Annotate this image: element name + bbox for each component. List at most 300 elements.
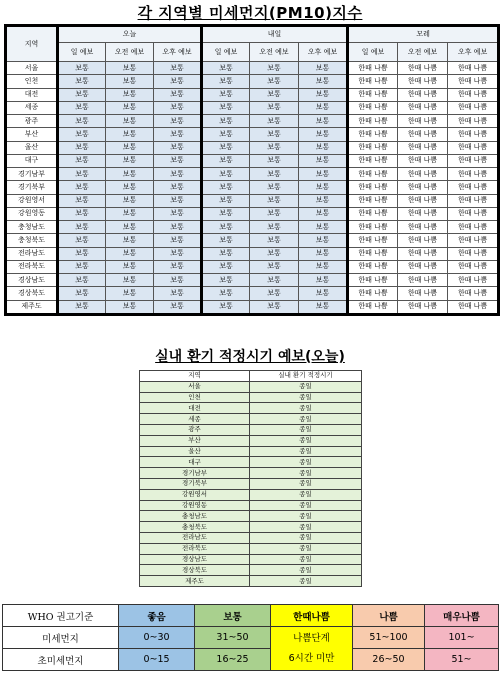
pm-forecast-cell: 보통 bbox=[202, 62, 250, 75]
pm-forecast-cell: 한때 나쁨 bbox=[398, 300, 448, 314]
pm-forecast-cell: 한때 나쁨 bbox=[348, 287, 398, 300]
pm-forecast-cell: 보통 bbox=[202, 247, 250, 260]
day-group-after-tomorrow: 모레 bbox=[348, 26, 499, 43]
occasional-bad-note bbox=[271, 627, 353, 671]
pm-region-cell: 경상북도 bbox=[6, 287, 58, 300]
pm-forecast-cell: 보통 bbox=[250, 141, 299, 154]
pm-forecast-cell: 한때 나쁨 bbox=[398, 247, 448, 260]
vent-region-cell: 충청남도 bbox=[140, 511, 250, 522]
pm-forecast-cell: 보통 bbox=[154, 141, 202, 154]
pm-forecast-cell: 한때 나쁨 bbox=[348, 234, 398, 247]
vent-region-cell: 인천 bbox=[140, 392, 250, 403]
pm-forecast-cell: 보통 bbox=[154, 260, 202, 273]
vent-value-cell: 종일 bbox=[250, 511, 362, 522]
pm10-bad-range: 51~100 bbox=[353, 627, 425, 649]
occasional-bad-line2: 6시간 미만 bbox=[288, 652, 335, 664]
pm-row bbox=[6, 168, 499, 181]
pm-forecast-cell: 보통 bbox=[202, 260, 250, 273]
pm-forecast-cell: 보통 bbox=[202, 88, 250, 101]
pm-forecast-cell: 보통 bbox=[299, 141, 348, 154]
vent-region-cell: 경상북도 bbox=[140, 565, 250, 576]
vent-region-cell: 부산 bbox=[140, 435, 250, 446]
vent-region-cell: 충청북도 bbox=[140, 522, 250, 533]
vent-row bbox=[140, 403, 362, 414]
pm-region-cell: 세종 bbox=[6, 101, 58, 114]
pm-forecast-cell: 한때 나쁨 bbox=[448, 221, 499, 234]
pm-forecast-cell: 보통 bbox=[106, 300, 154, 314]
pm-forecast-cell: 한때 나쁨 bbox=[448, 194, 499, 207]
vent-row bbox=[140, 468, 362, 479]
pm25-good-range: 0~15 bbox=[119, 649, 195, 671]
pm-row bbox=[6, 221, 499, 234]
pm-forecast-cell: 보통 bbox=[154, 194, 202, 207]
pm-forecast-cell: 보통 bbox=[299, 274, 348, 287]
pm-forecast-cell: 한때 나쁨 bbox=[448, 234, 499, 247]
pm-row bbox=[6, 88, 499, 101]
vent-region-cell: 경상남도 bbox=[140, 554, 250, 565]
pm-region-cell: 충청남도 bbox=[6, 221, 58, 234]
vent-row bbox=[140, 489, 362, 500]
pm-region-cell: 인천 bbox=[6, 75, 58, 88]
vent-row bbox=[140, 576, 362, 587]
who-header-row bbox=[3, 605, 499, 627]
pm-forecast-cell: 한때 나쁨 bbox=[448, 274, 499, 287]
pm-forecast-cell: 한때 나쁨 bbox=[348, 260, 398, 273]
pm-forecast-cell: 보통 bbox=[202, 287, 250, 300]
pm-forecast-cell: 한때 나쁨 bbox=[348, 247, 398, 260]
pm-forecast-cell: 보통 bbox=[154, 181, 202, 194]
pm-forecast-cell: 한때 나쁨 bbox=[348, 168, 398, 181]
day-group-tomorrow: 내일 bbox=[202, 26, 348, 43]
pm-forecast-cell: 한때 나쁨 bbox=[348, 115, 398, 128]
vent-row bbox=[140, 543, 362, 554]
vent-region-cell: 울산 bbox=[140, 446, 250, 457]
pm-forecast-cell: 보통 bbox=[106, 101, 154, 114]
pm-forecast-cell: 보통 bbox=[250, 115, 299, 128]
pm-forecast-cell: 한때 나쁨 bbox=[348, 62, 398, 75]
pm-forecast-cell: 한때 나쁨 bbox=[448, 287, 499, 300]
day-group-today: 오늘 bbox=[58, 26, 202, 43]
pm-forecast-cell: 보통 bbox=[154, 154, 202, 167]
who-pm25-label: 초미세먼지 bbox=[3, 649, 119, 671]
pm-forecast-cell: 한때 나쁨 bbox=[398, 62, 448, 75]
pm-forecast-cell: 보통 bbox=[58, 75, 106, 88]
pm-forecast-cell: 한때 나쁨 bbox=[448, 88, 499, 101]
vent-value-cell: 종일 bbox=[250, 576, 362, 587]
pm-forecast-cell: 보통 bbox=[58, 274, 106, 287]
vent-row bbox=[140, 532, 362, 543]
vent-value-cell: 종일 bbox=[250, 500, 362, 511]
pm-forecast-cell: 보통 bbox=[202, 141, 250, 154]
vent-row bbox=[140, 381, 362, 392]
pm-forecast-cell: 보통 bbox=[250, 274, 299, 287]
pm-forecast-cell: 보통 bbox=[299, 128, 348, 141]
pm25-normal-range: 16~25 bbox=[195, 649, 271, 671]
pm-row bbox=[6, 101, 499, 114]
pm-forecast-cell: 보통 bbox=[299, 194, 348, 207]
pm-forecast-cell: 보통 bbox=[299, 88, 348, 101]
pm-forecast-cell: 한때 나쁨 bbox=[448, 75, 499, 88]
pm-row bbox=[6, 300, 499, 314]
pm-region-cell: 충청북도 bbox=[6, 234, 58, 247]
sub-header: 오전 예보 bbox=[398, 43, 448, 62]
vent-row bbox=[140, 511, 362, 522]
pm-forecast-cell: 한때 나쁨 bbox=[398, 181, 448, 194]
vent-row bbox=[140, 424, 362, 435]
pm-forecast-cell: 보통 bbox=[154, 128, 202, 141]
pm-forecast-cell: 보통 bbox=[58, 115, 106, 128]
pm-region-cell: 울산 bbox=[6, 141, 58, 154]
sub-header: 일 예보 bbox=[348, 43, 398, 62]
pm-header-days bbox=[6, 26, 499, 43]
pm-forecast-cell: 보통 bbox=[106, 141, 154, 154]
vent-region-cell: 제주도 bbox=[140, 576, 250, 587]
pm-forecast-cell: 한때 나쁨 bbox=[398, 234, 448, 247]
pm-region-cell: 경기남부 bbox=[6, 168, 58, 181]
vent-value-cell: 종일 bbox=[250, 468, 362, 479]
pm-forecast-cell: 보통 bbox=[106, 260, 154, 273]
pm-forecast-cell: 한때 나쁨 bbox=[448, 115, 499, 128]
pm-forecast-cell: 보통 bbox=[250, 62, 299, 75]
pm-forecast-cell: 보통 bbox=[250, 88, 299, 101]
vent-row bbox=[140, 478, 362, 489]
pm-forecast-cell: 한때 나쁨 bbox=[448, 260, 499, 273]
who-pm10-label: 미세먼지 bbox=[3, 627, 119, 649]
pm-forecast-cell: 한때 나쁨 bbox=[348, 300, 398, 314]
pm-forecast-cell: 보통 bbox=[58, 168, 106, 181]
pm-forecast-cell: 보통 bbox=[106, 287, 154, 300]
vent-value-cell: 종일 bbox=[250, 381, 362, 392]
region-header: 지역 bbox=[6, 26, 58, 62]
pm-region-cell: 제주도 bbox=[6, 300, 58, 314]
pm-forecast-cell: 보통 bbox=[106, 128, 154, 141]
pm-region-cell: 광주 bbox=[6, 115, 58, 128]
pm-forecast-cell: 보통 bbox=[299, 287, 348, 300]
pm-forecast-cell: 보통 bbox=[299, 247, 348, 260]
pm-row bbox=[6, 181, 499, 194]
pm-forecast-cell: 한때 나쁨 bbox=[348, 194, 398, 207]
pm-forecast-cell: 한때 나쁨 bbox=[448, 128, 499, 141]
pm-forecast-cell: 한때 나쁨 bbox=[398, 260, 448, 273]
pm-region-cell: 강원영서 bbox=[6, 194, 58, 207]
vent-row bbox=[140, 435, 362, 446]
pm-forecast-cell: 보통 bbox=[299, 207, 348, 220]
pm-forecast-cell: 보통 bbox=[58, 101, 106, 114]
pm-forecast-cell: 한때 나쁨 bbox=[348, 141, 398, 154]
pm-forecast-cell: 보통 bbox=[58, 234, 106, 247]
pm-forecast-cell: 보통 bbox=[106, 181, 154, 194]
vent-region-cell: 대구 bbox=[140, 457, 250, 468]
pm-forecast-cell: 보통 bbox=[202, 101, 250, 114]
pm-forecast-cell: 보통 bbox=[299, 101, 348, 114]
pm-forecast-cell: 보통 bbox=[299, 300, 348, 314]
sub-header: 오후 예보 bbox=[154, 43, 202, 62]
pm-forecast-cell: 한때 나쁨 bbox=[448, 141, 499, 154]
pm-forecast-cell: 보통 bbox=[299, 75, 348, 88]
pm-forecast-cell: 한때 나쁨 bbox=[348, 221, 398, 234]
pm-forecast-cell: 한때 나쁨 bbox=[448, 101, 499, 114]
pm-row bbox=[6, 62, 499, 75]
vent-region-cell: 전라남도 bbox=[140, 532, 250, 543]
pm-forecast-cell: 보통 bbox=[106, 115, 154, 128]
pm-forecast-cell: 한때 나쁨 bbox=[398, 221, 448, 234]
pm-forecast-cell: 보통 bbox=[154, 234, 202, 247]
pm-forecast-cell: 보통 bbox=[106, 88, 154, 101]
pm-forecast-cell: 한때 나쁨 bbox=[348, 128, 398, 141]
pm10-normal-range: 31~50 bbox=[195, 627, 271, 649]
pm-header-subs bbox=[6, 43, 499, 62]
pm10-very-bad-range: 101~ bbox=[425, 627, 499, 649]
pm-forecast-cell: 보통 bbox=[154, 101, 202, 114]
pm-region-cell: 전라남도 bbox=[6, 247, 58, 260]
pm-forecast-cell: 보통 bbox=[58, 247, 106, 260]
vent-region-cell: 서울 bbox=[140, 381, 250, 392]
pm-forecast-cell: 보통 bbox=[154, 300, 202, 314]
pm-table-title: 각 지역별 미세먼지(PM10)지수 bbox=[137, 4, 363, 22]
pm-forecast-cell: 한때 나쁨 bbox=[398, 274, 448, 287]
pm-forecast-cell: 보통 bbox=[250, 128, 299, 141]
vent-table-title: 실내 환기 적정시기 예보(오늘) bbox=[155, 349, 345, 365]
vent-region-cell: 대전 bbox=[140, 403, 250, 414]
sub-header: 일 예보 bbox=[58, 43, 106, 62]
pm-forecast-cell: 한때 나쁨 bbox=[398, 141, 448, 154]
vent-region-cell: 강원영서 bbox=[140, 489, 250, 500]
vent-value-cell: 종일 bbox=[250, 522, 362, 533]
pm-forecast-cell: 보통 bbox=[58, 194, 106, 207]
who-pm25-row bbox=[3, 649, 499, 671]
pm-forecast-cell: 보통 bbox=[154, 88, 202, 101]
pm-forecast-cell: 한때 나쁨 bbox=[448, 207, 499, 220]
pm-forecast-cell: 한때 나쁨 bbox=[398, 88, 448, 101]
vent-row bbox=[140, 500, 362, 511]
pm-forecast-cell: 보통 bbox=[299, 221, 348, 234]
pm-forecast-cell: 보통 bbox=[202, 207, 250, 220]
pm-forecast-cell: 보통 bbox=[106, 194, 154, 207]
pm-forecast-cell: 보통 bbox=[250, 207, 299, 220]
pm-forecast-cell: 보통 bbox=[154, 287, 202, 300]
pm-forecast-cell: 보통 bbox=[250, 221, 299, 234]
pm-forecast-cell: 한때 나쁨 bbox=[398, 207, 448, 220]
pm-row bbox=[6, 247, 499, 260]
pm-forecast-cell: 보통 bbox=[299, 115, 348, 128]
pm-forecast-cell: 보통 bbox=[106, 75, 154, 88]
vent-region-cell: 경기북부 bbox=[140, 478, 250, 489]
pm-row bbox=[6, 274, 499, 287]
pm-forecast-cell: 한때 나쁨 bbox=[448, 247, 499, 260]
vent-row bbox=[140, 457, 362, 468]
vent-value-cell: 종일 bbox=[250, 478, 362, 489]
pm-forecast-cell: 보통 bbox=[250, 234, 299, 247]
pm-forecast-cell: 보통 bbox=[250, 168, 299, 181]
pm-forecast-cell: 보통 bbox=[106, 234, 154, 247]
who-criteria-table bbox=[2, 604, 499, 671]
pm-forecast-cell: 보통 bbox=[299, 181, 348, 194]
pm-forecast-cell: 보통 bbox=[154, 221, 202, 234]
pm-forecast-cell: 한때 나쁨 bbox=[348, 88, 398, 101]
pm-forecast-cell: 보통 bbox=[106, 168, 154, 181]
level-good: 좋음 bbox=[119, 605, 195, 627]
pm-forecast-cell: 한때 나쁨 bbox=[348, 154, 398, 167]
pm25-bad-range: 26~50 bbox=[353, 649, 425, 671]
pm-forecast-cell: 보통 bbox=[154, 274, 202, 287]
vent-value-cell: 종일 bbox=[250, 489, 362, 500]
pm-forecast-cell: 보통 bbox=[202, 115, 250, 128]
pm-region-cell: 부산 bbox=[6, 128, 58, 141]
level-bad: 나쁨 bbox=[353, 605, 425, 627]
pm-forecast-cell: 한때 나쁨 bbox=[398, 101, 448, 114]
pm-forecast-cell: 보통 bbox=[250, 154, 299, 167]
pm-forecast-cell: 한때 나쁨 bbox=[348, 274, 398, 287]
pm10-good-range: 0~30 bbox=[119, 627, 195, 649]
pm-row bbox=[6, 128, 499, 141]
vent-header-region: 지역 bbox=[140, 371, 250, 382]
vent-value-cell: 종일 bbox=[250, 543, 362, 554]
pm-forecast-cell: 보통 bbox=[299, 168, 348, 181]
pm-forecast-cell: 보통 bbox=[58, 88, 106, 101]
sub-header: 오전 예보 bbox=[106, 43, 154, 62]
pm-forecast-cell: 한때 나쁨 bbox=[448, 62, 499, 75]
pm-forecast-cell: 보통 bbox=[202, 221, 250, 234]
pm-forecast-cell: 한때 나쁨 bbox=[398, 168, 448, 181]
pm-row bbox=[6, 141, 499, 154]
pm-forecast-cell: 보통 bbox=[106, 62, 154, 75]
pm-forecast-cell: 보통 bbox=[250, 260, 299, 273]
sub-header: 오전 예보 bbox=[250, 43, 299, 62]
pm-forecast-cell: 보통 bbox=[58, 154, 106, 167]
pm-forecast-cell: 보통 bbox=[154, 62, 202, 75]
pm-row bbox=[6, 260, 499, 273]
vent-row bbox=[140, 565, 362, 576]
vent-value-cell: 종일 bbox=[250, 435, 362, 446]
vent-value-cell: 종일 bbox=[250, 565, 362, 576]
vent-value-cell: 종일 bbox=[250, 532, 362, 543]
pm-forecast-cell: 한때 나쁨 bbox=[348, 207, 398, 220]
pm-region-cell: 경기북부 bbox=[6, 181, 58, 194]
pm-forecast-cell: 보통 bbox=[58, 141, 106, 154]
vent-header-time: 실내 환기 적정시기 bbox=[250, 371, 362, 382]
pm-forecast-cell: 한때 나쁨 bbox=[398, 194, 448, 207]
pm-region-cell: 강원영동 bbox=[6, 207, 58, 220]
pm-forecast-cell: 한때 나쁨 bbox=[398, 128, 448, 141]
pm-forecast-cell: 보통 bbox=[154, 207, 202, 220]
pm-forecast-cell: 보통 bbox=[250, 181, 299, 194]
pm-row bbox=[6, 194, 499, 207]
vent-value-cell: 종일 bbox=[250, 446, 362, 457]
pm-forecast-cell: 보통 bbox=[202, 274, 250, 287]
pm-forecast-cell: 보통 bbox=[299, 154, 348, 167]
pm-forecast-cell: 보통 bbox=[154, 168, 202, 181]
pm-forecast-cell: 보통 bbox=[58, 181, 106, 194]
pm-forecast-cell: 보통 bbox=[58, 287, 106, 300]
pm-region-cell: 경상남도 bbox=[6, 274, 58, 287]
pm-forecast-cell: 한때 나쁨 bbox=[348, 101, 398, 114]
vent-row bbox=[140, 554, 362, 565]
sub-header: 일 예보 bbox=[202, 43, 250, 62]
level-very-bad: 매우나쁨 bbox=[425, 605, 499, 627]
pm-region-cell: 대전 bbox=[6, 88, 58, 101]
vent-region-cell: 세종 bbox=[140, 414, 250, 425]
vent-region-cell: 전라북도 bbox=[140, 543, 250, 554]
pm-forecast-cell: 보통 bbox=[106, 221, 154, 234]
vent-value-cell: 종일 bbox=[250, 403, 362, 414]
who-pm10-row bbox=[3, 627, 499, 649]
level-normal: 보통 bbox=[195, 605, 271, 627]
pm-forecast-cell: 보통 bbox=[106, 274, 154, 287]
pm-forecast-cell: 한때 나쁨 bbox=[448, 300, 499, 314]
occasional-bad-line1: 나쁨단계 bbox=[293, 632, 330, 644]
ventilation-table bbox=[139, 370, 362, 587]
pm-forecast-cell: 보통 bbox=[250, 194, 299, 207]
pm-forecast-cell: 보통 bbox=[202, 234, 250, 247]
pm-region-cell: 전라북도 bbox=[6, 260, 58, 273]
vent-value-cell: 종일 bbox=[250, 554, 362, 565]
pm-forecast-cell: 보통 bbox=[250, 287, 299, 300]
vent-row bbox=[140, 414, 362, 425]
pm-row bbox=[6, 115, 499, 128]
pm-forecast-cell: 보통 bbox=[58, 260, 106, 273]
pm-forecast-cell: 보통 bbox=[202, 194, 250, 207]
pm-region-cell: 서울 bbox=[6, 62, 58, 75]
vent-value-cell: 종일 bbox=[250, 414, 362, 425]
pm-forecast-cell: 한때 나쁨 bbox=[398, 75, 448, 88]
pm-forecast-cell: 보통 bbox=[250, 75, 299, 88]
pm25-very-bad-range: 51~ bbox=[425, 649, 499, 671]
pm-forecast-cell: 보통 bbox=[202, 300, 250, 314]
pm-forecast-cell: 보통 bbox=[202, 75, 250, 88]
vent-row bbox=[140, 446, 362, 457]
vent-header-row bbox=[140, 371, 362, 382]
pm-forecast-cell: 보통 bbox=[154, 115, 202, 128]
pm-forecast-cell: 보통 bbox=[106, 207, 154, 220]
pm-forecast-cell: 보통 bbox=[202, 154, 250, 167]
pm-forecast-cell: 한때 나쁨 bbox=[348, 75, 398, 88]
pm-forecast-cell: 보통 bbox=[250, 300, 299, 314]
pm-forecast-cell: 보통 bbox=[58, 207, 106, 220]
who-header-label: WHO 권고기준 bbox=[3, 605, 119, 627]
pm-forecast-cell: 보통 bbox=[58, 221, 106, 234]
pm-forecast-cell: 한때 나쁨 bbox=[448, 168, 499, 181]
vent-row bbox=[140, 522, 362, 533]
pm-forecast-cell: 보통 bbox=[58, 300, 106, 314]
pm-forecast-cell: 보통 bbox=[58, 62, 106, 75]
pm-forecast-cell: 한때 나쁨 bbox=[448, 181, 499, 194]
pm-forecast-cell: 보통 bbox=[106, 247, 154, 260]
vent-value-cell: 종일 bbox=[250, 457, 362, 468]
pm-forecast-cell: 보통 bbox=[250, 101, 299, 114]
pm-region-cell: 대구 bbox=[6, 154, 58, 167]
pm-forecast-cell: 보통 bbox=[299, 234, 348, 247]
pm-forecast-cell: 보통 bbox=[202, 181, 250, 194]
pm-forecast-cell: 보통 bbox=[154, 75, 202, 88]
pm-forecast-cell: 보통 bbox=[202, 168, 250, 181]
pm-forecast-cell: 보통 bbox=[250, 247, 299, 260]
vent-row bbox=[140, 392, 362, 403]
pm-forecast-cell: 한때 나쁨 bbox=[398, 115, 448, 128]
pm-row bbox=[6, 154, 499, 167]
pm-forecast-cell: 한때 나쁨 bbox=[448, 154, 499, 167]
pm-forecast-cell: 보통 bbox=[154, 247, 202, 260]
pm-forecast-cell: 보통 bbox=[202, 128, 250, 141]
sub-header: 오후 예보 bbox=[448, 43, 499, 62]
sub-header: 오후 예보 bbox=[299, 43, 348, 62]
pm-forecast-cell: 한때 나쁨 bbox=[398, 287, 448, 300]
pm-row bbox=[6, 287, 499, 300]
vent-value-cell: 종일 bbox=[250, 392, 362, 403]
level-occasional-bad: 한때나쁨 bbox=[271, 605, 353, 627]
pm-forecast-cell: 보통 bbox=[106, 154, 154, 167]
vent-region-cell: 경기남부 bbox=[140, 468, 250, 479]
vent-value-cell: 종일 bbox=[250, 424, 362, 435]
